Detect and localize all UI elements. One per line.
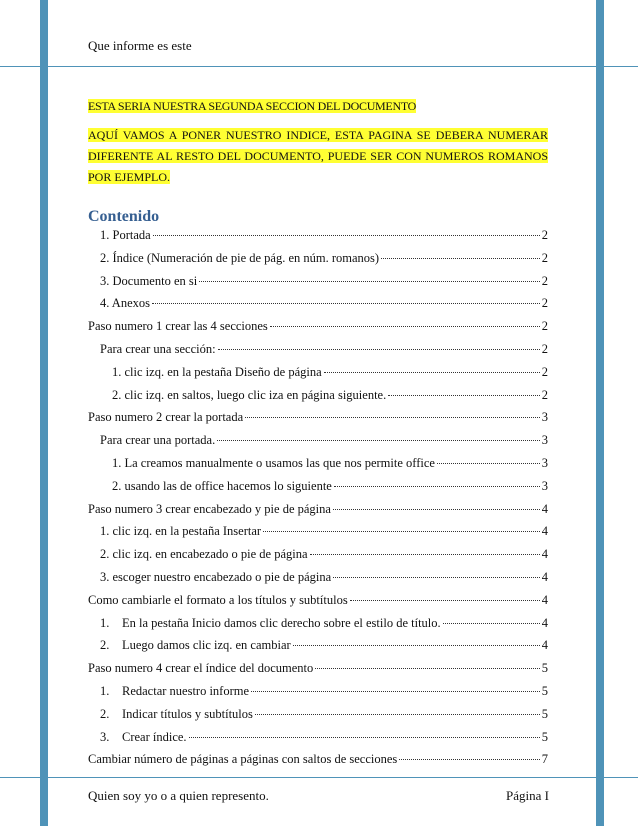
toc-page-number: 2: [541, 364, 548, 379]
toc-leader: [324, 372, 540, 373]
toc-entry-text: Crear índice.: [122, 729, 187, 744]
toc-entry-label: 2. clic izq. en saltos, luego clic iza en página siguiente.: [112, 387, 387, 402]
toc-entry-label: 3. Documento en si: [100, 273, 198, 288]
toc-entry-text: Luego damos clic izq. en cambiar: [122, 638, 291, 653]
toc-page-number: 3: [541, 433, 548, 448]
toc-entry[interactable]: [88, 410, 548, 433]
toc-leader: [153, 235, 540, 236]
toc-leader: [388, 395, 540, 396]
toc-leader: [270, 326, 540, 327]
toc-page-number: 5: [541, 683, 548, 698]
toc-page-number: 4: [541, 638, 548, 653]
toc-entry[interactable]: [88, 365, 548, 388]
toc-page-number: 5: [541, 661, 548, 676]
toc-entry-number: 1.: [100, 615, 110, 630]
toc-leader: [381, 258, 540, 259]
toc-entry-label: Para crear una sección:: [100, 341, 216, 356]
toc-page-number: 5: [541, 729, 548, 744]
toc-leader: [315, 668, 539, 669]
toc-entry[interactable]: [88, 707, 548, 730]
toc-leader: [255, 714, 540, 715]
toc-page-number: 4: [541, 524, 548, 539]
toc-entry-text: Redactar nuestro informe: [122, 683, 250, 698]
page-header: Que informe es este: [88, 38, 192, 53]
table-of-contents: [88, 228, 548, 775]
right-margin-bar: [596, 0, 604, 826]
toc-entry[interactable]: [88, 342, 548, 365]
toc-entry[interactable]: [88, 524, 548, 547]
toc-entry-label: Paso numero 4 crear el índice del documento: [88, 661, 314, 676]
toc-page-number: 4: [541, 569, 548, 584]
toc-entry-label: 1. clic izq. en la pestaña Insertar: [100, 524, 262, 539]
toc-entry[interactable]: [88, 730, 548, 753]
toc-entry[interactable]: [88, 684, 548, 707]
toc-leader: [293, 645, 540, 646]
toc-leader: [217, 440, 540, 441]
toc-entry[interactable]: [88, 661, 548, 684]
footer-author: Quien soy yo o a quien represento.: [88, 788, 269, 803]
toc-leader: [399, 759, 539, 760]
toc-entry[interactable]: [88, 388, 548, 411]
toc-entry-label: [100, 684, 249, 699]
toc-entry-label: 2. clic izq. en encabezado o pie de página: [100, 547, 308, 562]
toc-page-number: 3: [541, 410, 548, 425]
toc-page-number: 3: [541, 478, 548, 493]
toc-entry-label: Paso numero 2 crear la portada: [88, 410, 244, 425]
toc-leader: [245, 417, 540, 418]
toc-leader: [199, 281, 540, 282]
index-note-text: AQUÍ VAMOS A PONER NUESTRO INDICE, ESTA PAGINA SE DEBERA NUMERAR DIFERENTE AL RESTO DEL DOCUMENTO, PUEDE SER CON NUMEROS ROMANOS POR EJEMPLO.: [88, 128, 548, 184]
page-body: [88, 96, 548, 775]
toc-entry[interactable]: [88, 456, 548, 479]
toc-page-number: 2: [541, 228, 548, 242]
toc-leader: [334, 486, 540, 487]
toc-entry[interactable]: [88, 274, 548, 297]
header-rule: [0, 66, 638, 67]
toc-entry-label: [100, 616, 441, 631]
toc-leader: [152, 303, 540, 304]
toc-leader: [263, 531, 540, 532]
section-note-text: ESTA SERIA NUESTRA SEGUNDA SECCION DEL DOCUMENTO: [88, 99, 416, 113]
toc-entry[interactable]: [88, 616, 548, 639]
toc-entry-text: Indicar títulos y subtítulos: [122, 706, 253, 721]
toc-page-number: 4: [541, 615, 548, 630]
toc-page-number: 4: [541, 592, 548, 607]
toc-page-number: 5: [541, 706, 548, 721]
toc-entry-number: 2.: [100, 706, 110, 721]
toc-leader: [350, 600, 540, 601]
toc-entry[interactable]: [88, 593, 548, 616]
toc-entry-label: Paso numero 3 crear encabezado y pie de página: [88, 501, 331, 516]
toc-entry-number: 2.: [100, 638, 110, 653]
toc-page-number: 7: [541, 752, 548, 767]
toc-entry-number: 1.: [100, 683, 110, 698]
toc-entry[interactable]: [88, 502, 548, 525]
toc-page-number: 4: [541, 547, 548, 562]
toc-entry[interactable]: [88, 479, 548, 502]
toc-entry-label: 2. usando las de office hacemos lo siguiente: [112, 478, 332, 493]
toc-leader: [189, 737, 540, 738]
toc-leader: [333, 577, 540, 578]
toc-entry[interactable]: [88, 752, 548, 775]
toc-entry[interactable]: [88, 433, 548, 456]
toc-page-number: 2: [541, 319, 548, 334]
toc-entry[interactable]: [88, 251, 548, 274]
toc-entry-label: Paso numero 1 crear las 4 secciones: [88, 319, 268, 334]
toc-page-number: 4: [541, 501, 548, 516]
toc-entry[interactable]: [88, 570, 548, 593]
toc-entry-number: 3.: [100, 729, 110, 744]
toc-leader: [437, 463, 540, 464]
toc-page-number: 3: [541, 455, 548, 470]
toc-leader: [218, 349, 540, 350]
section-note: [88, 96, 548, 117]
toc-leader: [251, 691, 540, 692]
toc-entry-label: 1. Portada: [100, 228, 151, 242]
toc-page-number: 2: [541, 250, 548, 265]
toc-entry-text: En la pestaña Inicio damos clic derecho sobre el estilo de título.: [122, 615, 441, 630]
index-note: [88, 125, 548, 188]
toc-entry[interactable]: [88, 228, 548, 251]
toc-page-number: 2: [541, 273, 548, 288]
toc-entry-label: Cambiar número de páginas a páginas con saltos de secciones: [88, 752, 398, 767]
toc-entry[interactable]: [88, 296, 548, 319]
toc-entry-label: 4. Anexos: [100, 296, 150, 311]
toc-entry-label: 2. Índice (Numeración de pie de pág. en núm. romanos): [100, 250, 380, 265]
toc-leader: [443, 623, 540, 624]
toc-entry-label: [100, 730, 187, 745]
toc-page-number: 2: [541, 296, 548, 311]
toc-entry-label: [100, 707, 253, 722]
toc-leader: [310, 554, 540, 555]
footer-page-number: Página I: [506, 788, 549, 803]
toc-page-number: 2: [541, 387, 548, 402]
toc-entry[interactable]: [88, 547, 548, 570]
toc-title: Contenido: [88, 208, 160, 225]
footer-rule: [0, 777, 638, 778]
toc-entry-label: [100, 638, 291, 653]
toc-entry[interactable]: [88, 319, 548, 342]
toc-entry-label: 1. La creamos manualmente o usamos las que nos permite office: [112, 455, 435, 470]
toc-page-number: 2: [541, 341, 548, 356]
toc-leader: [333, 509, 540, 510]
toc-entry-label: Para crear una portada.: [100, 433, 216, 448]
toc-entry-label: 1. clic izq. en la pestaña Diseño de página: [112, 364, 322, 379]
toc-entry-label: 3. escoger nuestro encabezado o pie de página: [100, 569, 332, 584]
toc-entry-label: Como cambiarle el formato a los títulos y subtítulos: [88, 592, 348, 607]
left-margin-bar: [40, 0, 48, 826]
toc-entry[interactable]: [88, 638, 548, 661]
